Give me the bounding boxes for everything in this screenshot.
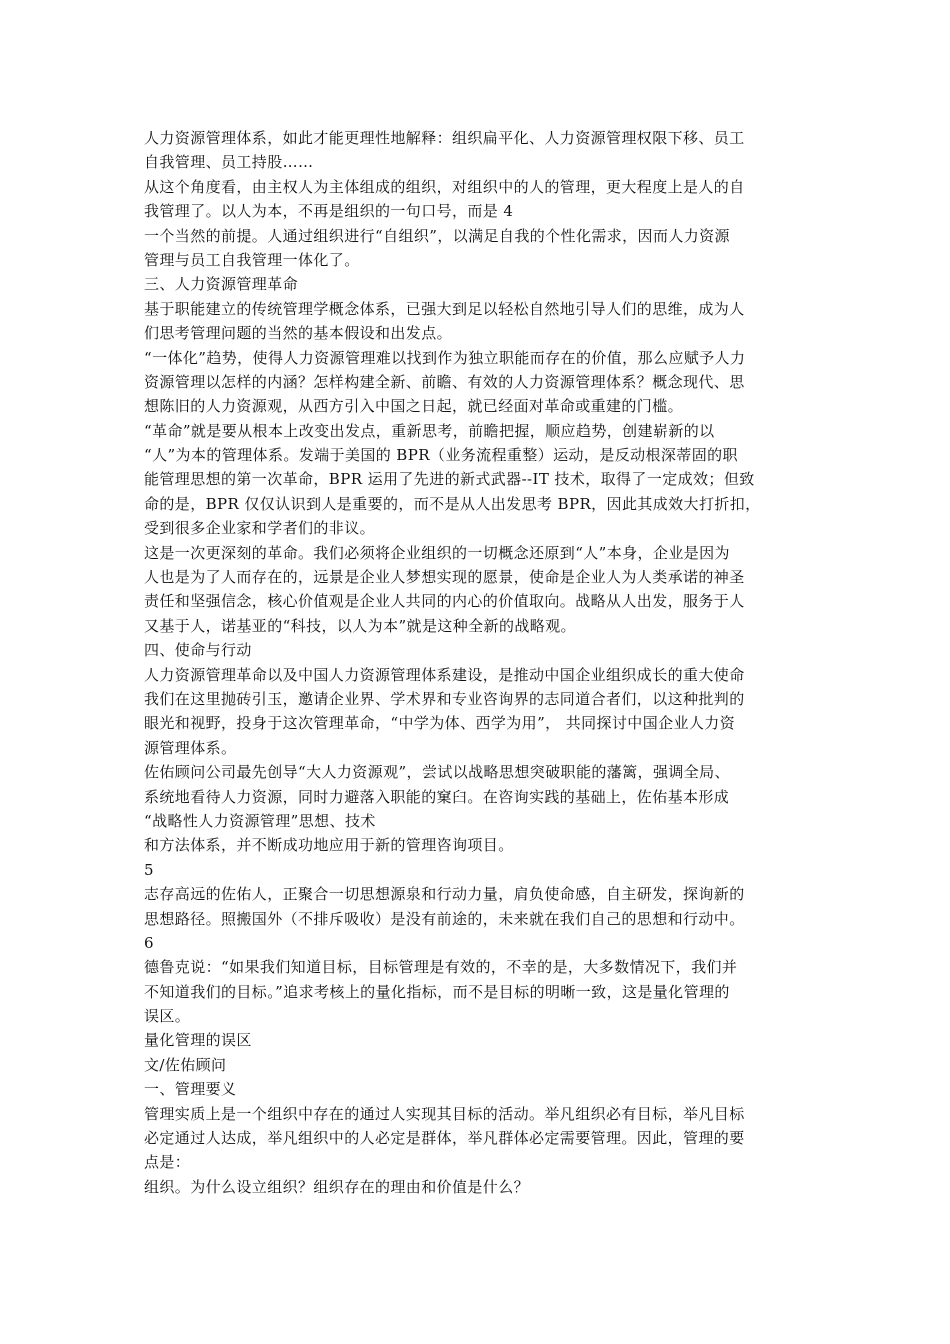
text-line: “一体化”趋势，使得人力资源管理难以找到作为独立职能而存在的价值，那么应赋予人力 [144, 348, 746, 367]
text-line: 责任和坚强信念，核心价值观是企业人共同的内心的价值取向。战略从人出发，服务于人 [144, 592, 745, 611]
text-line: 我管理了。以人为本，不再是组织的一句口号，而是 4 [144, 202, 514, 221]
text-line: 基于职能建立的传统管理学概念体系，已强大到足以轻松自然地引导人们的思维，成为人 [144, 299, 745, 318]
text-line: 点是： [144, 1153, 191, 1172]
page-number: 6 [144, 933, 154, 952]
text-line: 人力资源管理革命以及中国人力资源管理体系建设，是推动中国企业组织成长的重大使命 [144, 665, 745, 684]
article-byline: 文/佐佑顾问 [144, 1055, 227, 1074]
text-line: 组织。为什么设立组织？组织存在的理由和价值是什么？ [144, 1177, 530, 1196]
text-line: 必定通过人达成，举凡组织中的人必定是群体，举凡群体必定需要管理。因此，管理的要 [144, 1129, 745, 1148]
text-line: “人”为本的管理体系。发端于美国的 BPR（业务流程重整）运动，是反动根深蒂固的职 [144, 446, 738, 465]
text-line: 们思考管理问题的当然的基本假设和出发点。 [144, 324, 453, 343]
text-line: 一个当然的前提。人通过组织进行“自组织”，以满足自我的个性化需求，因而人力资源 [144, 226, 730, 245]
text-line: 能管理思想的第一次革命，BPR 运用了先进的新式武器--IT 技术，取得了一定成效；但致 [144, 470, 755, 489]
text-line: 从这个角度看，由主权人为主体组成的组织，对组织中的人的管理，更大程度上是人的自 [144, 177, 745, 196]
document-body [144, 126, 808, 1199]
text-line: 受到很多企业家和学者们的非议。 [144, 519, 376, 538]
text-line: 这是一次更深刻的革命。我们必须将企业组织的一切概念还原到“人”本身，企业是因为 [144, 543, 730, 562]
text-line: 人力资源管理体系，如此才能更理性地解释：组织扁平化、人力资源管理权限下移、员工 [144, 129, 745, 147]
text-line: 误区。 [144, 1007, 191, 1026]
text-line: 又基于人，诺基亚的“科技，以人为本”就是这种全新的战略观。 [144, 616, 576, 635]
text-line: 人也是为了人而存在的，远景是企业人梦想实现的愿景，使命是企业人为人类承诺的神圣 [144, 568, 745, 587]
section-heading: 四、使命与行动 [144, 641, 252, 660]
text-line: 思想路径。照搬国外（不排斥吸收）是没有前途的，未来就在我们自己的思想和行动中。 [144, 909, 745, 928]
text-line: “革命”就是要从根本上改变出发点，重新思考，前瞻把握，顺应趋势，创建崭新的以 [144, 421, 715, 440]
text-line: 德鲁克说：“如果我们知道目标，目标管理是有效的，不幸的是，大多数情况下，我们并 [144, 958, 738, 977]
text-line: 我们在这里抛砖引玉，邀请企业界、学术界和专业咨询界的志同道合者们，以这种批判的 [144, 689, 745, 708]
text-line: 眼光和视野，投身于这次管理革命，“中学为体、西学为用”， 共同探讨中国企业人力资 [144, 714, 736, 733]
text-line: 志存高远的佐佑人，正聚合一切思想源泉和行动力量，肩负使命感，自主研发，探询新的 [144, 885, 745, 904]
text-line: 自我管理、员工持股…… [144, 153, 314, 172]
text-line: 想陈旧的人力资源观，从西方引入中国之日起，就已经面对革命或重建的门槛。 [144, 397, 684, 416]
article-title: 量化管理的误区 [144, 1031, 252, 1050]
text-line: 佐佑顾问公司最先创导“大人力资源观”，尝试以战略思想突破职能的藩篱，强调全局、 [144, 763, 730, 782]
page-number: 5 [144, 860, 154, 879]
text-line: 源管理体系。 [144, 738, 237, 757]
section-heading: 一、管理要义 [144, 1080, 237, 1099]
text-line: 管理与员工自我管理一体化了。 [144, 250, 360, 269]
text-line: 资源管理以怎样的内涵？怎样构建全新、前瞻、有效的人力资源管理体系？概念现代、思 [144, 372, 745, 391]
text-line: 不知道我们的目标。”追求考核上的量化指标，而不是目标的明晰一致，这是量化管理的 [144, 982, 730, 1001]
text-line: 系统地看待人力资源，同时力避落入职能的窠臼。在咨询实践的基础上，佐佑基本形成 [144, 787, 730, 806]
text-line: “战略性人力资源管理”思想、技术 [144, 811, 376, 830]
text-line: 和方法体系，并不断成功地应用于新的管理咨询项目。 [144, 836, 514, 855]
text-line: 命的是，BPR 仅仅认识到人是重要的，而不是从人出发思考 BPR，因此其成效大打折扣， [144, 494, 761, 513]
section-heading: 三、人力资源管理革命 [144, 275, 299, 294]
text-line: 管理实质上是一个组织中存在的通过人实现其目标的活动。举凡组织必有目标，举凡目标 [144, 1104, 745, 1123]
